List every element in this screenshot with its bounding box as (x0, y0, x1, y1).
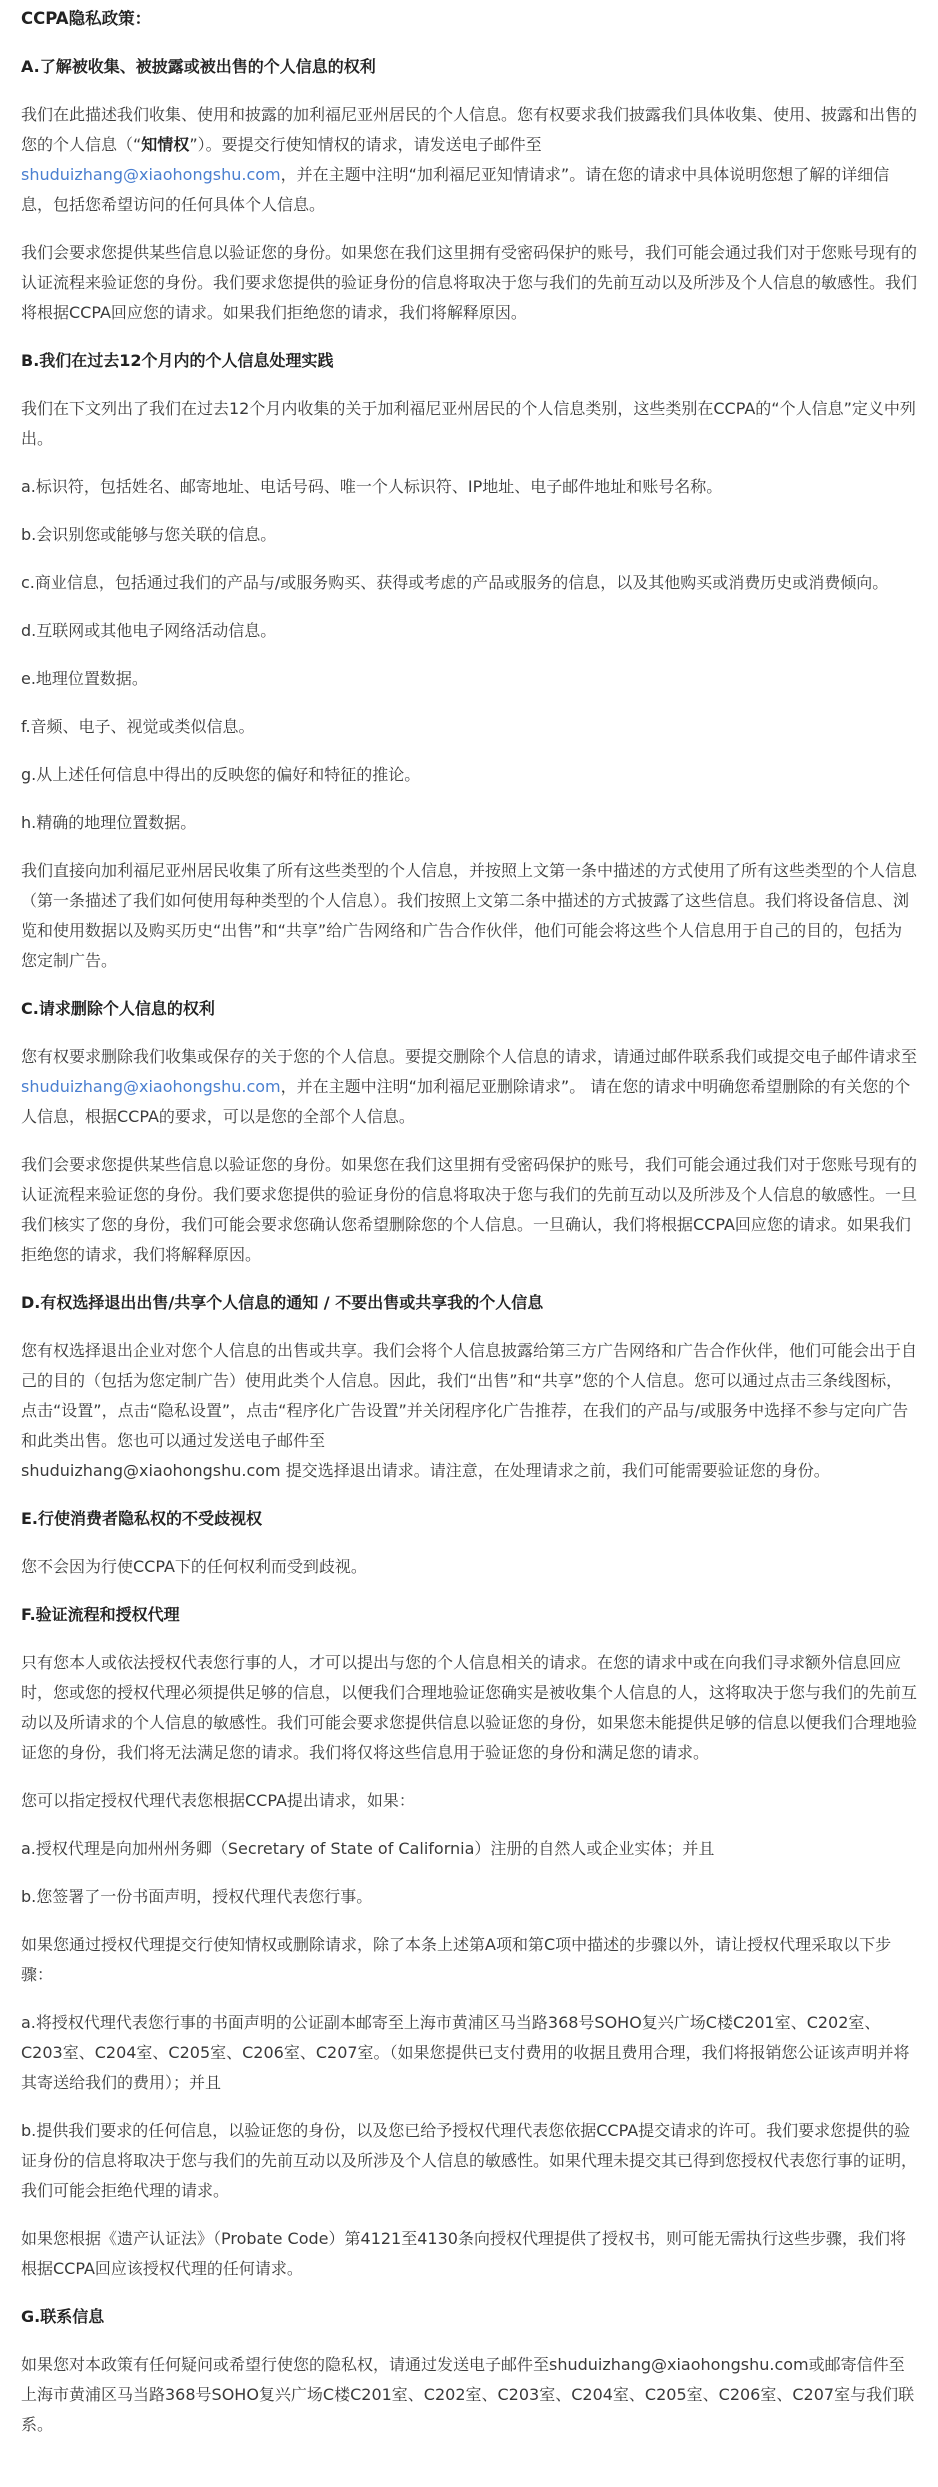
page-title: CCPA隐私政策： (21, 9, 152, 28)
text: ，并在主题中注明“加利福尼亚删除请求”。 请在您的请求中明确您希望删除的有关您的个人信息，根据CCPA的要求，可以是您的全部个人信息。 (21, 1077, 911, 1126)
paragraph: 您可以指定授权代理代表您根据CCPA提出请求，如果： (21, 1791, 415, 1810)
text: 我们在此描述我们收集、使用和披露的加利福尼亚州居民的个人信息。您有权要求我们披露我们具体收集、使用、披露和出售的您的个人信息（“ (21, 105, 918, 154)
section-heading: C.请求删除个人信息的权利 (21, 999, 215, 1018)
text: 提交选择退出请求。请注意，在处理请求之前，我们可能需要验证您的身份。 (280, 1461, 830, 1480)
paragraph (21, 2350, 918, 2440)
email-link[interactable]: shuduizhang@xiaohongshu.com (21, 1077, 281, 1096)
paragraph: 我们在下文列出了我们在过去12个月内收集的关于加利福尼亚州居民的个人信息类别，这些类别在CCPA的“个人信息”定义中列出。 (21, 399, 916, 448)
list-item: c.商业信息，包括通过我们的产品与/或服务购买、获得或考虑的产品或服务的信息，以及其他购买或消费历史或消费倾向。 (21, 573, 889, 592)
section-f-verification-agents (21, 1600, 918, 2284)
section-heading: D.有权选择退出出售/共享个人信息的通知 / 不要出售或共享我的个人信息 (21, 1293, 544, 1312)
section-a-right-to-know (21, 52, 918, 328)
text: ”）。要提交行使知情权的请求，请发送电子邮件至 (189, 135, 542, 154)
list-item: a.标识符，包括姓名、邮寄地址、电话号码、唯一个人标识符、IP地址、电子邮件地址和账号名称。 (21, 477, 723, 496)
bold-term: 知情权 (141, 135, 190, 154)
text: ，并在主题中注明“加利福尼亚知情请求”。请在您的请求中具体说明您想了解的详细信息，包括您希望访问的任何具体个人信息。 (21, 165, 890, 214)
paragraph (21, 1042, 918, 1132)
paragraph: 我们直接向加利福尼亚州居民收集了所有这些类型的个人信息，并按照上文第一条中描述的方式使用了所有这些类型的个人信息（第一条描述了我们如何使用每种类型的个人信息）。我们按照上文第二条中描述的方式披露了这些信息。我们将设备信息、浏览和使用数据以及购买历史“出售”和“共享”给广告网络和广告合作伙伴，他们可能会将这些个人信息用于自己的目的，包括为您定制广告。 (21, 861, 918, 970)
text: 如果您对本政策有任何疑问或希望行使您的隐私权，请通过发送电子邮件至 (21, 2355, 550, 2374)
email-link[interactable]: shuduizhang@xiaohongshu.com (21, 165, 281, 184)
text: 您有权要求删除我们收集或保存的关于您的个人信息。要提交删除个人信息的请求，请通过邮件联系我们或提交电子邮件请求至 (21, 1047, 918, 1066)
list-item: g.从上述任何信息中得出的反映您的偏好和特征的推论。 (21, 765, 421, 784)
email-text: shuduizhang@xiaohongshu.com (21, 1461, 281, 1480)
paragraph (21, 1336, 918, 1486)
list-item: a.授权代理是向加州州务卿（Secretary of State of California）注册的自然人或企业实体；并且 (21, 1839, 715, 1858)
list-item: b.会识别您或能够与您关联的信息。 (21, 525, 277, 544)
section-heading: F.验证流程和授权代理 (21, 1605, 180, 1624)
section-e-non-discrimination (21, 1504, 918, 1582)
list-item: e.地理位置数据。 (21, 669, 148, 688)
paragraph (21, 100, 918, 220)
text: 您有权选择退出企业对您个人信息的出售或共享。我们会将个人信息披露给第三方广告网络和广告合作伙伴，他们可能会出于自己的目的（包括为您定制广告）使用此类个人信息。因此，我们“出售”和“共享”您的个人信息。您可以通过点击三条线图标，点击“设置”，点击“隐私设置”，点击“程序化广告设置”并关闭程序化广告推荐，在我们的产品与/或服务中选择不参与定向广告和此类出售。您也可以通过发送电子邮件至 (21, 1341, 918, 1450)
list-item: d.互联网或其他电子网络活动信息。 (21, 621, 277, 640)
paragraph: 如果您通过授权代理提交行使知情权或删除请求，除了本条上述第A项和第C项中描述的步骤以外，请让授权代理采取以下步骤： (21, 1935, 892, 1984)
section-heading: A.了解被收集、被披露或被出售的个人信息的权利 (21, 57, 376, 76)
text: 或邮寄信件至上海市黄浦区马当路368号SOHO复兴广场C楼C201室、C202室、C203室、C204室、C205室、C206室、C207室与我们联系。 (21, 2355, 915, 2434)
section-g-contact (21, 2302, 918, 2440)
list-item: b.您签署了一份书面声明，授权代理代表您行事。 (21, 1887, 373, 1906)
section-heading: G.联系信息 (21, 2307, 105, 2326)
section-d-opt-out (21, 1288, 918, 1486)
list-item: a.将授权代理代表您行事的书面声明的公证副本邮寄至上海市黄浦区马当路368号SOHO复兴广场C楼C201室、C202室、C203室、C204室、C205室、C206室、C207室。（如果您提供已支付费用的收据且费用合理，我们将报销您公证该声明并将其寄送给我们的费用）；并且 (21, 2013, 910, 2092)
section-c-right-to-delete (21, 994, 918, 1270)
list-item: f.音频、电子、视觉或类似信息。 (21, 717, 255, 736)
list-item: b.提供我们要求的任何信息，以验证您的身份，以及您已给予授权代理代表您依据CCPA提交请求的许可。我们要求您提供的验证身份的信息将取决于您与我们的先前互动以及所涉及个人信息的敏感性。如果代理未提交其已得到您授权代表您行事的证明，我们可能会拒绝代理的请求。 (21, 2121, 918, 2200)
paragraph: 您不会因为行使CCPA下的任何权利而受到歧视。 (21, 1557, 367, 1576)
list-item: h.精确的地理位置数据。 (21, 813, 197, 832)
paragraph: 只有您本人或依法授权代表您行事的人，才可以提出与您的个人信息相关的请求。在您的请求中或在向我们寻求额外信息回应时，您或您的授权代理必须提供足够的信息，以便我们合理地验证您确实是被收集个人信息的人，这将取决于您与我们的先前互动以及所请求的个人信息的敏感性。我们可能会要求您提供信息以验证您的身份，如果您未能提供足够的信息以便我们合理地验证您的身份，我们将无法满足您的请求。我们将仅将这些信息用于验证您的身份和满足您的请求。 (21, 1653, 918, 1762)
section-b-processing-practices (21, 346, 918, 976)
email-text: shuduizhang@xiaohongshu.com (549, 2355, 809, 2374)
paragraph: 如果您根据《遗产认证法》（Probate Code）第4121至4130条向授权代理提供了授权书，则可能无需执行这些步骤，我们将根据CCPA回应该授权代理的任何请求。 (21, 2229, 906, 2278)
section-heading: B.我们在过去12个月内的个人信息处理实践 (21, 351, 334, 370)
paragraph: 我们会要求您提供某些信息以验证您的身份。如果您在我们这里拥有受密码保护的账号，我们可能会通过我们对于您账号现有的认证流程来验证您的身份。我们要求您提供的验证身份的信息将取决于您与我们的先前互动以及所涉及个人信息的敏感性。我们将根据CCPA回应您的请求。如果我们拒绝您的请求，我们将解释原因。 (21, 243, 918, 322)
paragraph: 我们会要求您提供某些信息以验证您的身份。如果您在我们这里拥有受密码保护的账号，我们可能会通过我们对于您账号现有的认证流程来验证您的身份。我们要求您提供的验证身份的信息将取决于您与我们的先前互动以及所涉及个人信息的敏感性。一旦我们核实了您的身份，我们可能会要求您确认您希望删除您的个人信息。一旦确认，我们将根据CCPA回应您的请求。如果我们拒绝您的请求，我们将解释原因。 (21, 1155, 918, 1264)
section-heading: E.行使消费者隐私权的不受歧视权 (21, 1509, 263, 1528)
